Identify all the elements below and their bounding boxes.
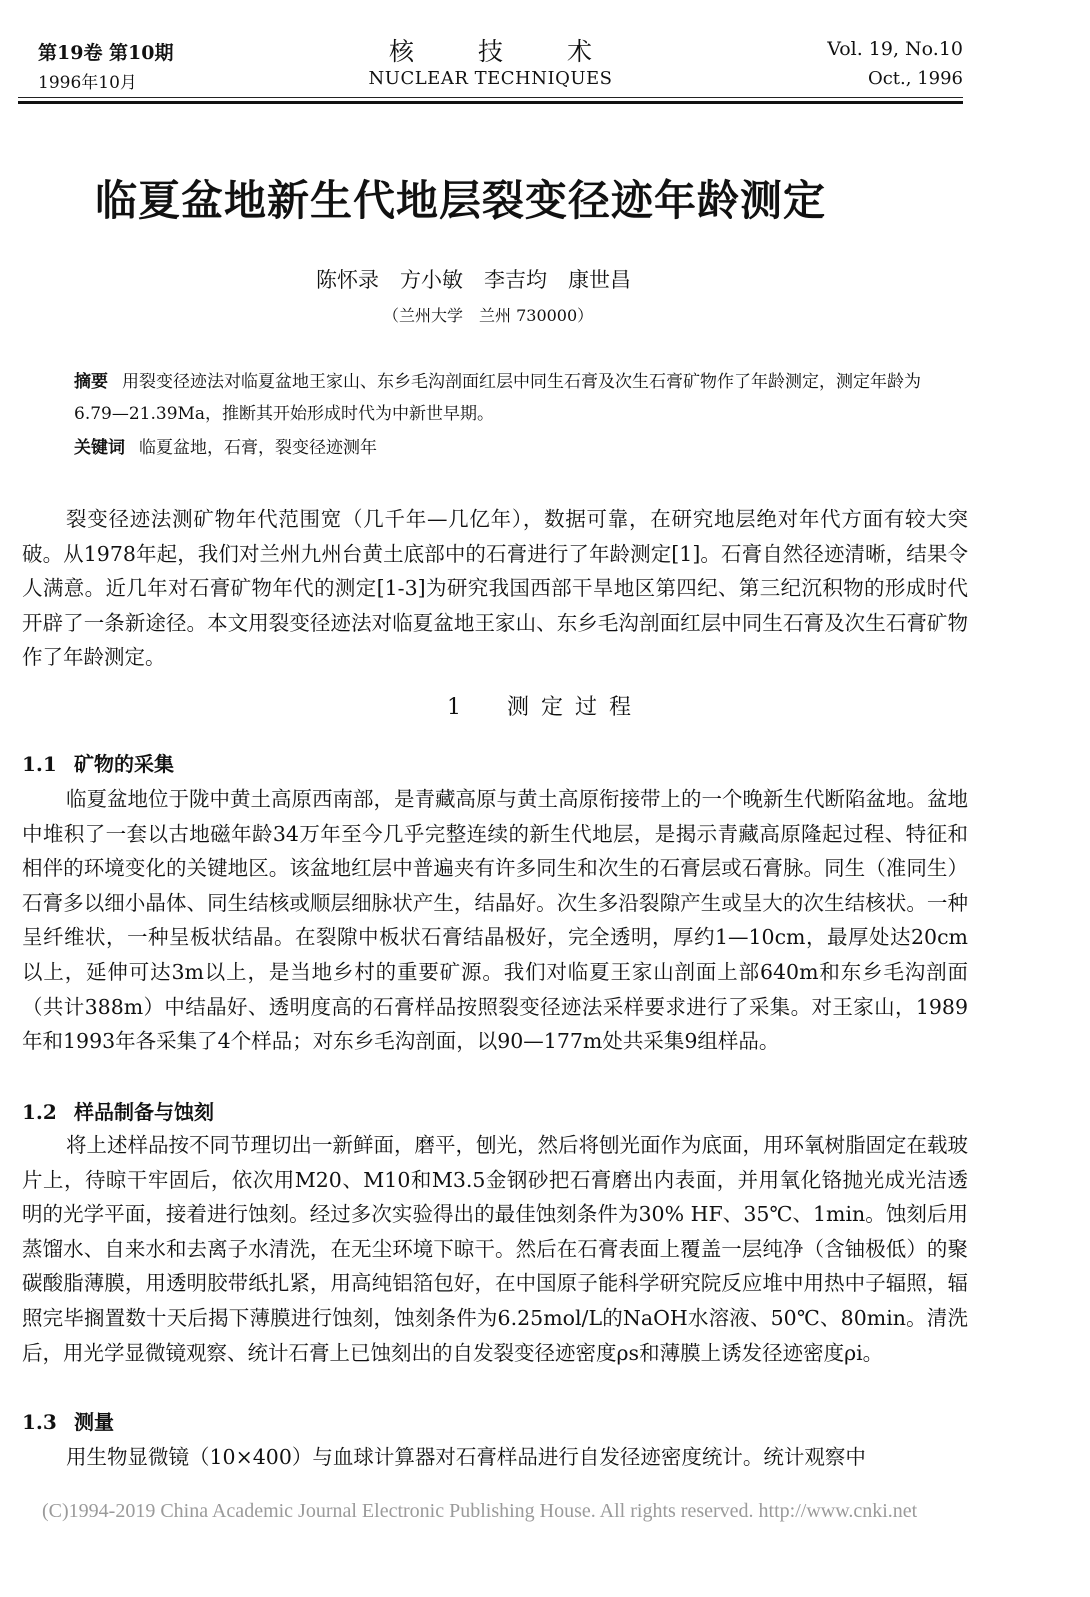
author-list: 陈怀录 方小敏 李吉均 康世昌 <box>316 268 631 292</box>
keywords-label: 关键词 <box>74 438 125 458</box>
issue-date-en: Oct., 1996 <box>867 68 963 89</box>
subsection-number: 1.3 <box>22 1410 57 1434</box>
intro-paragraph: 裂变径迹法测矿物年代范围宽（几千年—几亿年），数据可靠，在研究地层绝对年代方面有较大突破。从1978年起，我们对兰州九州台黄土底部中的石膏进行了年龄测定[1]。石膏自然径迹清晰，结果令人满意。近几年对石膏矿物年代的测定[1-3]为研究我国西部干旱地区第四纪、第三纪沉积物的形成时代开辟了一条新途径。本文用裂变径迹法对临夏盆地王家山、东乡毛沟剖面红层中同生石膏及次生石膏矿物作了年龄测定。 <box>22 507 968 670</box>
keywords <box>74 433 377 458</box>
subsection-title: 矿物的采集 <box>74 752 174 776</box>
journal-title-en: NUCLEAR TECHNIQUES <box>368 68 613 89</box>
body-paragraph: 用生物显微镜（10×400）与血球计算器对石膏样品进行自发径迹密度统计。统计观察中 <box>66 1445 866 1469</box>
subsection-number: 1.1 <box>22 752 57 776</box>
volume-issue: 第19卷 第10期 <box>38 42 174 64</box>
journal-header <box>18 38 963 100</box>
copyright-footer: (C)1994-2019 China Academic Journal Electronic Publishing House. All rights reserved. http://www.cnki.net <box>42 1500 918 1522</box>
subsection-heading <box>22 1406 114 1435</box>
abstract-text: 用裂变径迹法对临夏盆地王家山、东乡毛沟剖面红层中同生石膏及次生石膏矿物作了年龄测定，测定年龄为6.79—21.39Ma，推断其开始形成时代为中新世早期。 <box>74 372 921 424</box>
section-heading: 1 测定过程 <box>447 695 643 720</box>
issue-date: 1996年10月 <box>38 73 137 93</box>
header-rule-thick <box>18 101 963 104</box>
subsection-heading <box>22 748 174 777</box>
subsection-title: 测量 <box>74 1410 114 1434</box>
body-paragraph: 临夏盆地位于陇中黄土高原西南部，是青藏高原与黄土高原衔接带上的一个晚新生代断陷盆地。盆地中堆积了一套以古地磁年龄34万年至今几乎完整连续的新生代地层，是揭示青藏高原隆起过程、特征和相伴的环境变化的关键地区。该盆地红层中普遍夹有许多同生和次生的石膏层或石膏脉。同生（准同生）石膏多以细小晶体、同生结核或顺层细脉状产生，结晶好。次生多沿裂隙产生或呈大的次生结核状。一种呈纤维状，一种呈板状结晶。在裂隙中板状石膏结晶极好，完全透明，厚约1—10cm，最厚处达20cm以上，延伸可达3m以上，是当地乡村的重要矿源。我们对临夏王家山剖面上部640m和东乡毛沟剖面（共计388m）中结晶好、透明度高的石膏样品按照裂变径迹法采样要求进行了采集。对王家山，1989年和1993年各采集了4个样品；对东乡毛沟剖面，以90—177m处共采集9组样品。 <box>22 787 968 1054</box>
keywords-text: 临夏盆地，石膏，裂变径迹测年 <box>139 438 377 458</box>
subsection-title: 样品制备与蚀刻 <box>74 1100 214 1124</box>
journal-title-cn: 核 技 术 <box>389 37 620 66</box>
body-paragraph: 将上述样品按不同节理切出一新鲜面，磨平，刨光，然后将刨光面作为底面，用环氧树脂固定在载玻片上，待晾干牢固后，依次用M20、M10和M3.5金钢砂把石膏磨出内表面，并用氧化铬抛光成光洁透明的光学平面，接着进行蚀刻。经过多次实验得出的最佳蚀刻条件为30% HF、35℃、1min。蚀刻后用蒸馏水、自来水和去离子水清洗，在无尘环境下晾干。然后在石膏表面上覆盖一层纯净（含铀极低）的聚碳酸脂薄膜，用透明胶带纸扎紧，用高纯铝箔包好，在中国原子能科学研究院反应堆中用热中子辐照，辐照完毕搁置数十天后揭下薄膜进行蚀刻，蚀刻条件为6.25mol/L的NaOH水溶液、50℃、80min。清洗后，用光学显微镜观察、统计石膏上已蚀刻出的自发裂变径迹密度ρs和薄膜上诱发径迹密度ρi。 <box>22 1133 968 1365</box>
abstract <box>74 366 924 430</box>
affiliation: （兰州大学 兰州 730000） <box>383 306 594 325</box>
abstract-label: 摘要 <box>74 372 108 392</box>
volume-issue-en: Vol. 19, No.10 <box>827 38 963 60</box>
subsection-number: 1.2 <box>22 1100 57 1124</box>
subsection-heading <box>22 1096 214 1125</box>
header-rule-thin <box>18 97 963 98</box>
paper-title: 临夏盆地新生代地层裂变径迹年龄测定 <box>95 176 827 225</box>
